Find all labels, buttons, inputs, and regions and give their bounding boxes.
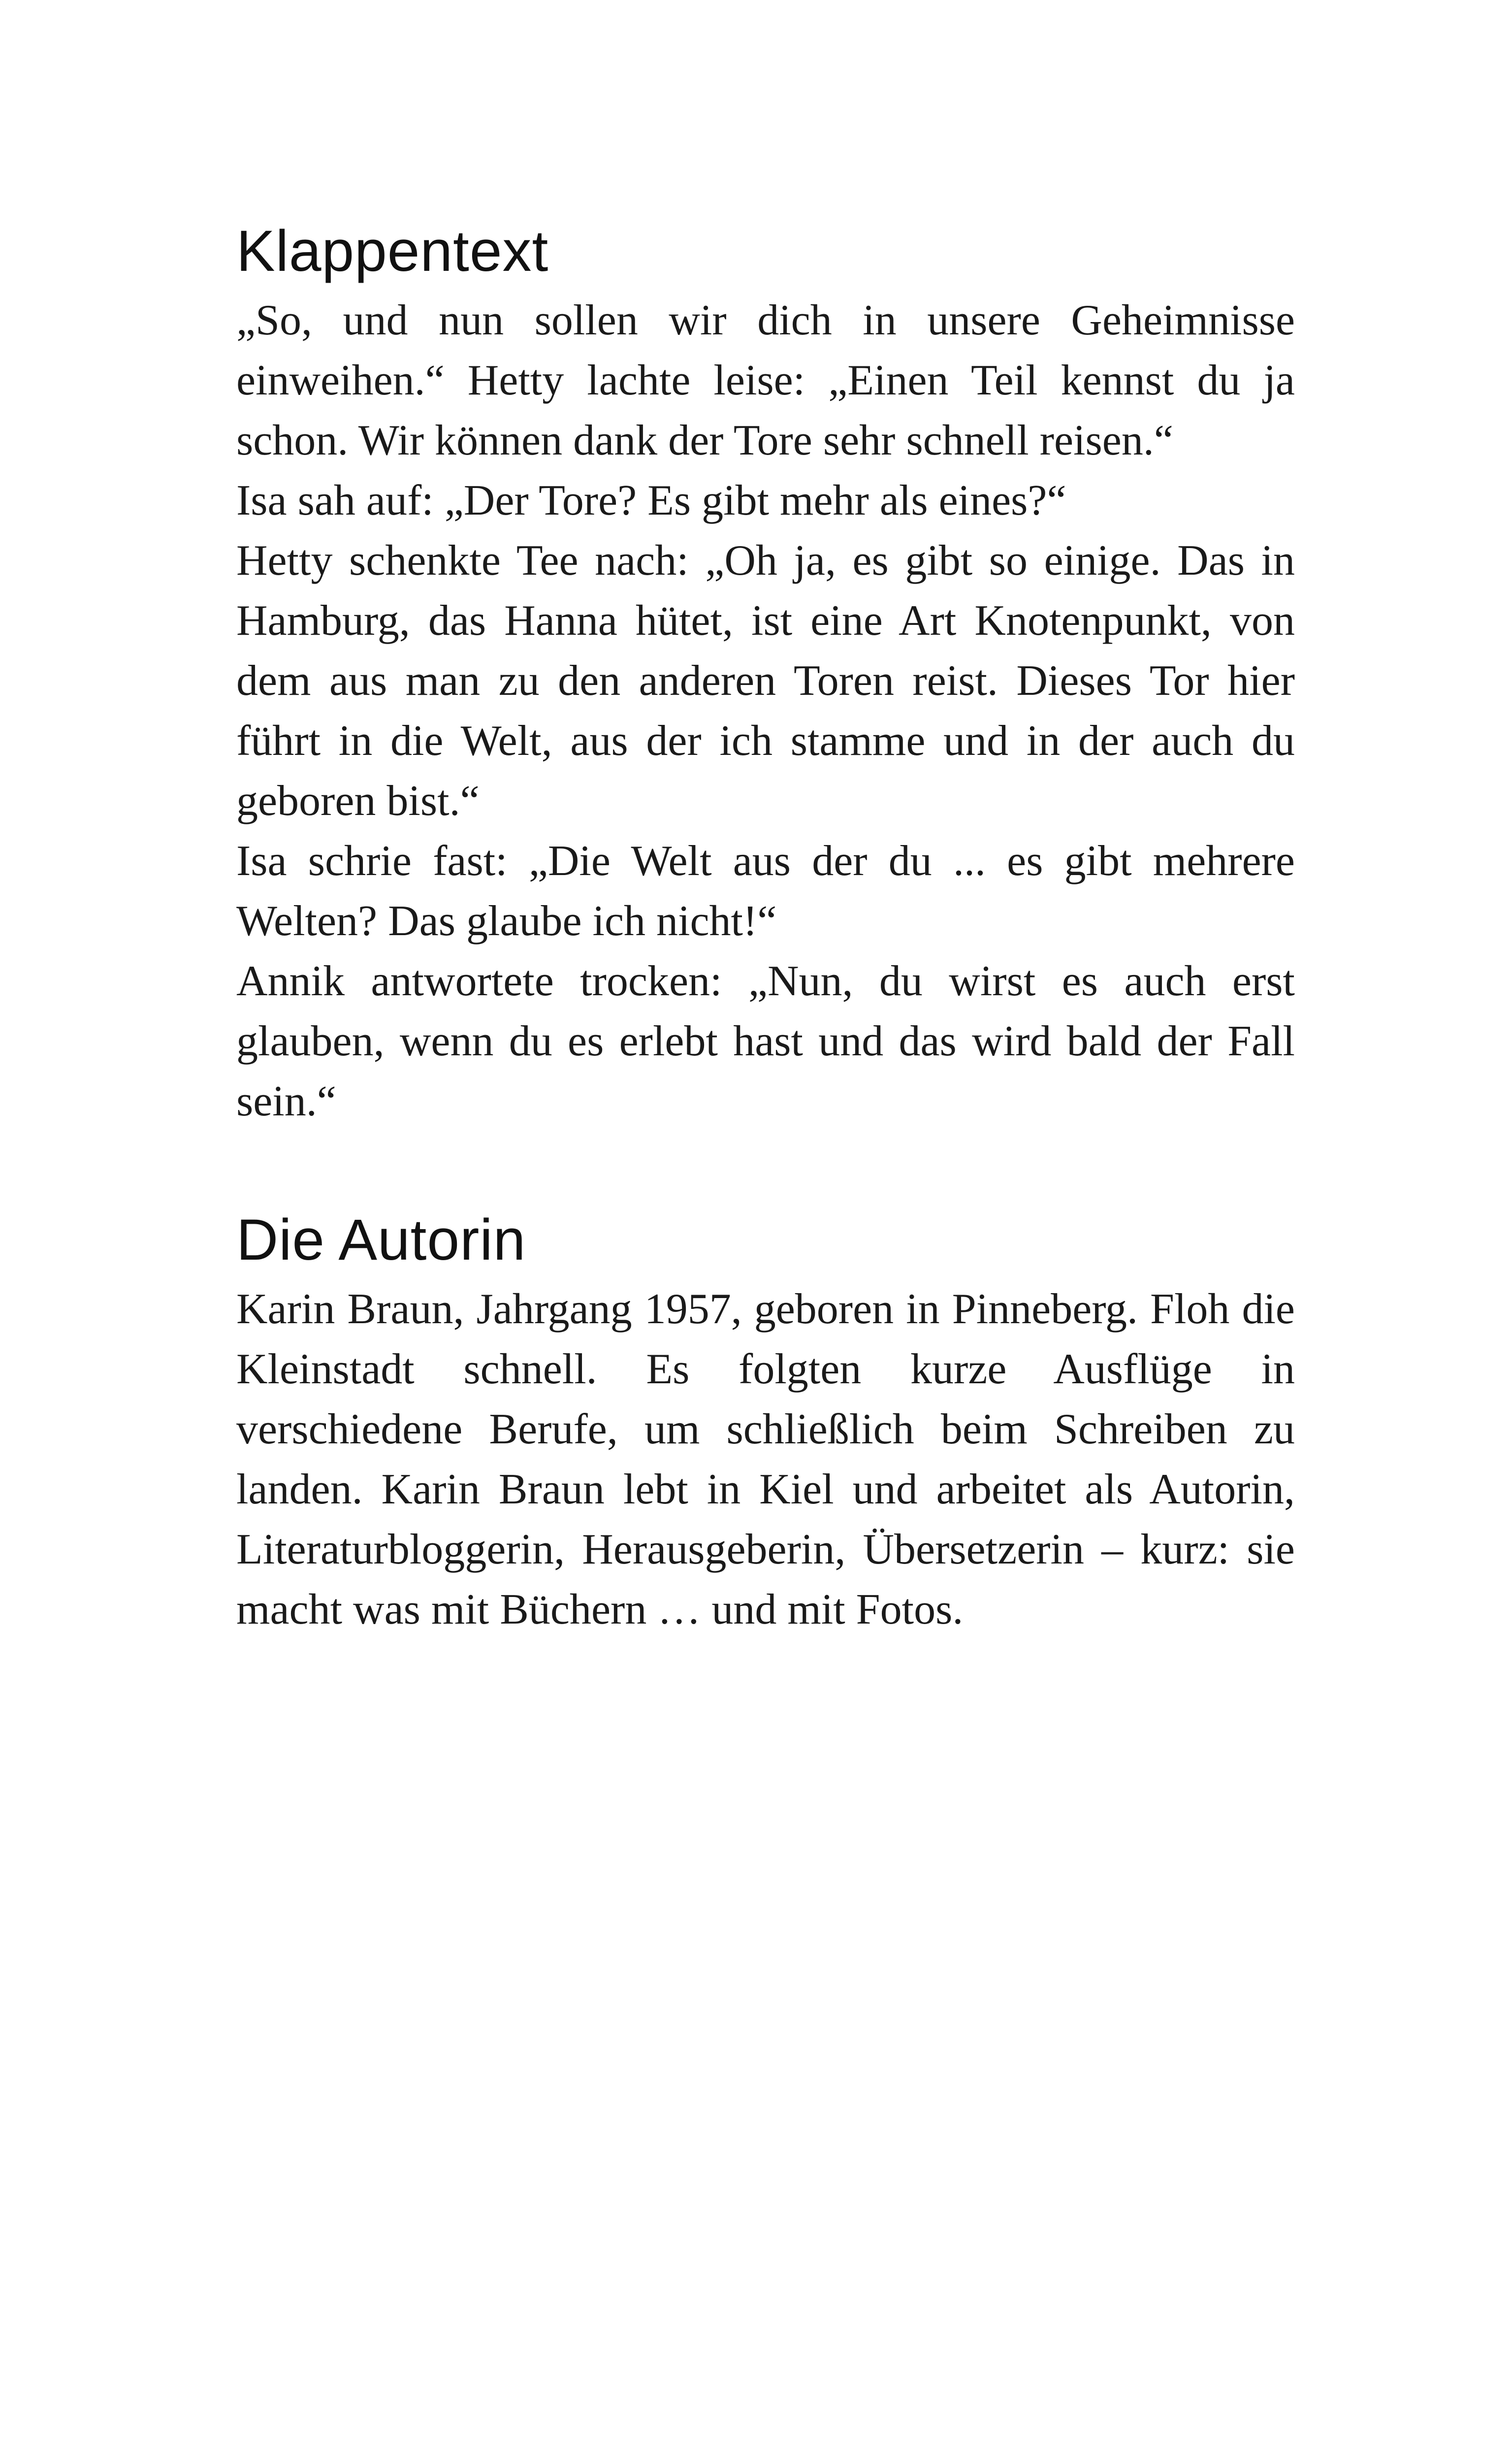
section-title-klappentext: Klappentext xyxy=(236,219,549,284)
autorin-section xyxy=(236,1205,1295,1640)
paragraph: Isa sah auf: „Der Tore? Es gibt mehr als eines?“ xyxy=(236,477,1066,524)
section-title-autorin: Die Autorin xyxy=(236,1207,526,1272)
paragraph: Hetty schenkte Tee nach: „Oh ja, es gibt so einige. Das in Hamburg, das Hanna hütet, ist eine Art Knotenpunkt, von dem aus man zu den anderen Toren reist. Dieses Tor hier führt in die Welt, aus der ich stamme und in der auch du geboren bist.“ xyxy=(236,537,1295,825)
page-content xyxy=(236,217,1295,1640)
paragraph: „So, und nun sollen wir dich in unsere Geheimnisse einweihen.“ Hetty lachte leise: „Einen Teil kennst du ja schon. Wir können dank der Tore sehr schnell reisen.“ xyxy=(236,296,1295,464)
paragraph: Isa schrie fast: „Die Welt aus der du ... es gibt mehrere Welten? Das glaube ich nicht!“ xyxy=(236,837,1295,945)
paragraph: Annik antwortete trocken: „Nun, du wirst es auch erst glauben, wenn du es erlebt hast und das wird bald der Fall sein.“ xyxy=(236,957,1295,1125)
klappentext-section xyxy=(236,217,1295,1132)
paragraph: Karin Braun, Jahrgang 1957, geboren in Pinneberg. Floh die Kleinstadt schnell. Es folgten kurze Ausflüge in verschiedene Berufe, um schließlich beim Schreiben zu landen. Karin Braun lebt in Kiel und arbeitet als Autorin, Literaturbloggerin, Herausgeberin, Übersetzerin – kurz: sie macht was mit Büchern … und mit Fotos. xyxy=(236,1285,1295,1633)
